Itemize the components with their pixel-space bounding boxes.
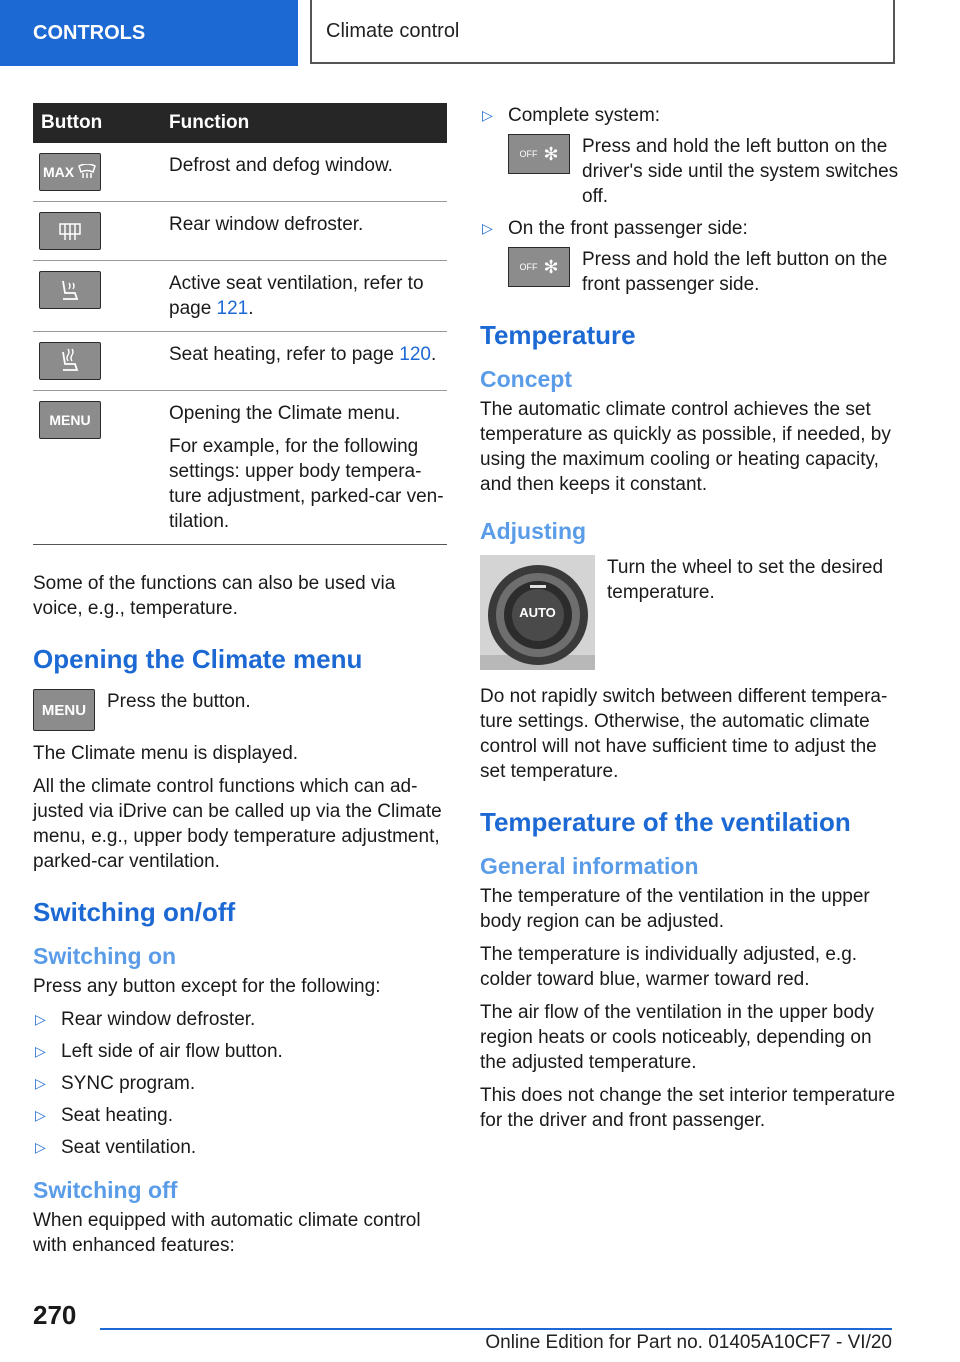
- page-header-title: [310, 0, 895, 64]
- rear-defroster-icon: [39, 212, 101, 250]
- switching-on-list: [33, 1007, 447, 1160]
- footer-rule: [100, 1328, 892, 1330]
- concept-text: The automatic climate control achieves the set temperature as quickly as possible, if needed, by using the maximum cooling or heating capacity, and then keeps it constant.: [480, 399, 891, 495]
- function-text: Active seat ventilation, refer to page: [169, 273, 424, 319]
- function-text: Opening the Climate menu.: [169, 403, 401, 424]
- list-item: ▷ On the front passenger side: OFF ✻ Press and hold the left button on the front passenger side.: [480, 216, 900, 297]
- function-text: Defrost and defog window.: [169, 155, 393, 176]
- heading-opening-menu: Opening the Climate menu: [33, 644, 363, 674]
- adjusting-text: Turn the wheel to set the desired temperature.: [607, 557, 884, 603]
- function-text: Rear window defroster.: [169, 214, 364, 235]
- seat-ventilation-icon: [39, 271, 101, 309]
- triangle-icon: ▷: [35, 1011, 46, 1027]
- function-text: For example, for the following settings: upper body temperature adjustment, parked-car ventilation.: [169, 436, 444, 532]
- left-column: [33, 103, 447, 1266]
- table-row: Active seat ventilation, refer to page 121.: [33, 261, 447, 332]
- footer-edition: Online Edition for Part no. 01405A10CF7 - VI/20: [485, 1332, 892, 1353]
- heading-general-information: General information: [480, 853, 699, 879]
- right-column: [480, 103, 900, 1141]
- auto-label: AUTO: [519, 605, 556, 620]
- list-item: ▷ Left side of air flow button.: [35, 1041, 283, 1062]
- general-paragraph: The air flow of the ventilation in the upper body region heats or cools noticeably, depending on the adjusted temperature.: [480, 1002, 874, 1073]
- table-header-function: Function: [163, 103, 447, 143]
- fan-off-icon: OFF ✻: [508, 247, 570, 287]
- function-text: Seat heating, refer to page: [169, 344, 400, 365]
- page-number: 270: [33, 1300, 77, 1330]
- triangle-icon: ▷: [482, 107, 493, 123]
- general-paragraph: The temperature of the ventilation in the upper body region can be adjusted.: [480, 886, 870, 932]
- heading-temperature: Temperature: [480, 320, 636, 350]
- fan-off-icon: OFF ✻: [508, 134, 570, 174]
- page-link[interactable]: 121: [216, 298, 249, 319]
- triangle-icon: ▷: [35, 1107, 46, 1123]
- list-item: ▷ Rear window defroster.: [35, 1009, 256, 1030]
- table-header-row: [33, 103, 447, 143]
- passenger-side-text: Press and hold the left button on the front passenger side.: [582, 249, 888, 295]
- switch-off-list: [480, 103, 900, 297]
- page-link[interactable]: 120: [399, 344, 431, 365]
- button-function-table: [33, 103, 447, 545]
- heading-concept: Concept: [480, 366, 572, 392]
- chapter-title: Climate control: [326, 19, 460, 42]
- table-row: [33, 202, 447, 261]
- heading-switching: Switching on/off: [33, 897, 236, 927]
- section-tab: [0, 0, 298, 66]
- list-item: ▷ Seat ventilation.: [35, 1137, 197, 1158]
- press-button-text: Press the button.: [107, 691, 251, 712]
- max-defrost-icon: MAX: [39, 153, 101, 191]
- table-row: Seat heating, refer to page 120.: [33, 332, 447, 391]
- triangle-icon: ▷: [35, 1075, 46, 1091]
- table-header-button: Button: [33, 103, 163, 143]
- general-paragraph: This does not change the set interior temperature for the driver and front passenger.: [480, 1085, 896, 1131]
- list-item: ▷ Seat heating.: [35, 1105, 173, 1126]
- menu-button-icon: MENU: [33, 689, 95, 731]
- table-row: [33, 391, 447, 545]
- adjusting-block: [480, 555, 900, 670]
- table-row: [33, 143, 447, 202]
- list-item: ▷ SYNC program.: [35, 1073, 196, 1094]
- switching-off-text: When equipped with automatic climate control with enhanced features:: [33, 1210, 421, 1256]
- menu-instruction: [33, 689, 447, 731]
- triangle-icon: ▷: [35, 1043, 46, 1059]
- section-label: CONTROLS: [33, 21, 146, 44]
- menu-displayed-text: The Climate menu is displayed.: [33, 743, 299, 764]
- seat-heating-icon: [39, 342, 101, 380]
- heading-ventilation-temperature: Temperature of the ventilation: [480, 807, 851, 837]
- menu-description: All the climate control functions which can adjusted via iDrive can be called up via the Climate menu, e.g., upper body temperature adjustment, parked-car ventilation.: [33, 776, 442, 872]
- triangle-icon: ▷: [35, 1139, 46, 1155]
- complete-system-text: Press and hold the left button on the driver's side until the system switches off.: [582, 136, 899, 207]
- rapid-switch-warning: Do not rapidly switch between different temperature settings. Otherwise, the automatic climate control will not have sufficient time to adjust the set temperature.: [480, 686, 888, 782]
- heading-switching-off: Switching off: [33, 1177, 178, 1203]
- intro-paragraph: Some of the functions can also be used via voice, e.g., temperature.: [33, 573, 396, 619]
- heading-adjusting: Adjusting: [480, 518, 587, 544]
- heading-switching-on: Switching on: [33, 943, 177, 969]
- list-item: ▷ Complete system: OFF ✻ Press and hold the left button on the driver's side until the system switches off.: [482, 105, 899, 207]
- general-paragraph: The temperature is individually adjusted, e.g. colder toward blue, warmer toward red.: [480, 944, 858, 990]
- temperature-dial-image: [480, 555, 595, 670]
- switching-on-text: Press any button except for the following:: [33, 976, 381, 997]
- menu-icon: MENU: [39, 401, 101, 439]
- triangle-icon: ▷: [482, 220, 493, 236]
